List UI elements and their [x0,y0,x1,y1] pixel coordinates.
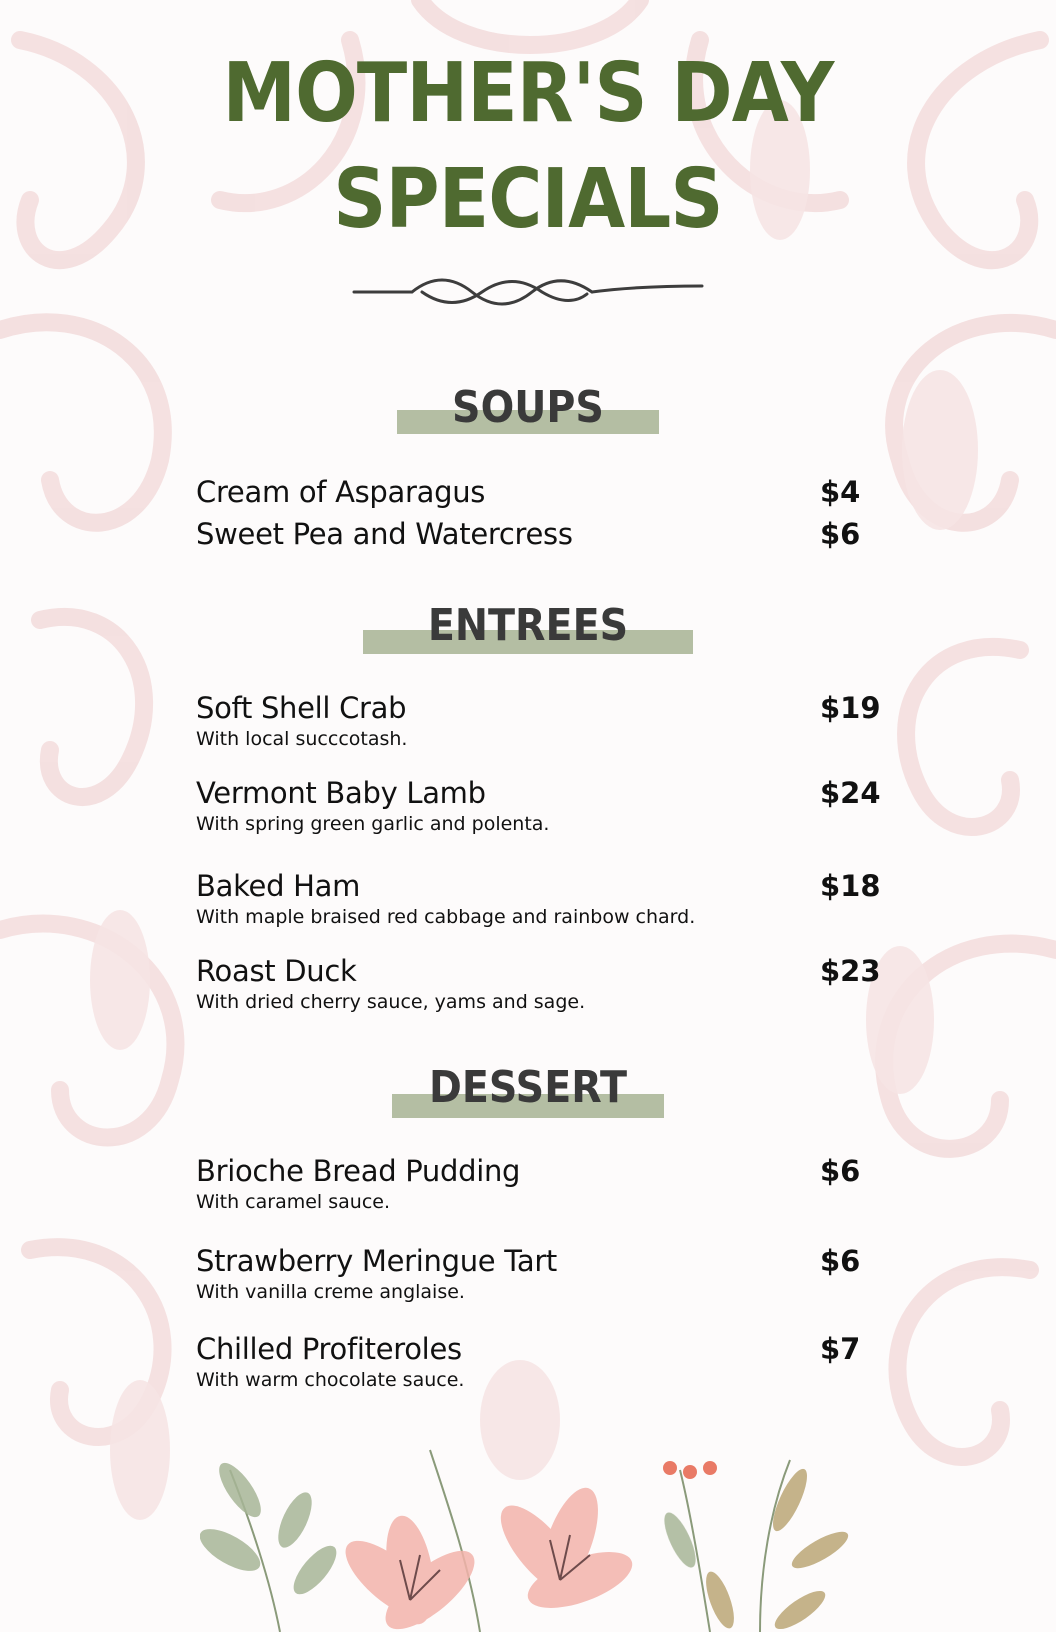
section-title: DESSERT [429,1062,627,1113]
menu-item [196,1153,876,1215]
item-description: With spring green garlic and polenta. [196,813,550,835]
item-description: With caramel sauce. [196,1191,390,1213]
item-name: Baked Ham [196,869,361,903]
menu-item [196,690,881,752]
item-description: With dried cherry sauce, yams and sage. [196,991,586,1013]
menu-item [196,1331,876,1393]
menu-item [196,1243,876,1305]
item-price: $19 [820,691,881,725]
item-description: With vanilla creme anglaise. [196,1281,465,1303]
item-name: Sweet Pea and Watercress [196,517,573,551]
item-price: $6 [820,517,861,551]
item-description: With local succcotash. [196,728,408,750]
menu-title-line1: MOTHER'S DAY [222,46,834,141]
section-header-dessert [0,1060,1056,1120]
item-price: $6 [820,1244,861,1278]
item-price: $18 [820,869,881,903]
item-name: Roast Duck [196,954,357,988]
menu-item [196,775,881,837]
section-title: ENTREES [427,600,629,651]
menu-item [196,868,881,930]
menu-item [196,474,876,510]
watercolor-lilies-icon [200,1430,850,1632]
item-name: Cream of Asparagus [196,475,486,509]
item-name: Brioche Bread Pudding [196,1154,521,1188]
section-header-entrees [0,598,1056,658]
item-price: $7 [820,1332,861,1366]
ornamental-divider-icon [352,270,704,310]
item-description: With warm chocolate sauce. [196,1369,465,1391]
menu-title-line2: SPECIALS [333,152,723,247]
item-price: $23 [820,954,881,988]
item-name: Strawberry Meringue Tart [196,1244,558,1278]
item-price: $6 [820,1154,861,1188]
menu-item [196,516,876,552]
item-price: $4 [820,475,861,509]
item-name: Soft Shell Crab [196,691,407,725]
item-description: With maple braised red cabbage and rainbow chard. [196,906,696,928]
menu-item [196,953,881,1015]
section-title: SOUPS [452,382,604,433]
section-header-soups [0,380,1056,440]
item-name: Vermont Baby Lamb [196,776,486,810]
item-price: $24 [820,776,881,810]
item-name: Chilled Profiteroles [196,1332,462,1366]
